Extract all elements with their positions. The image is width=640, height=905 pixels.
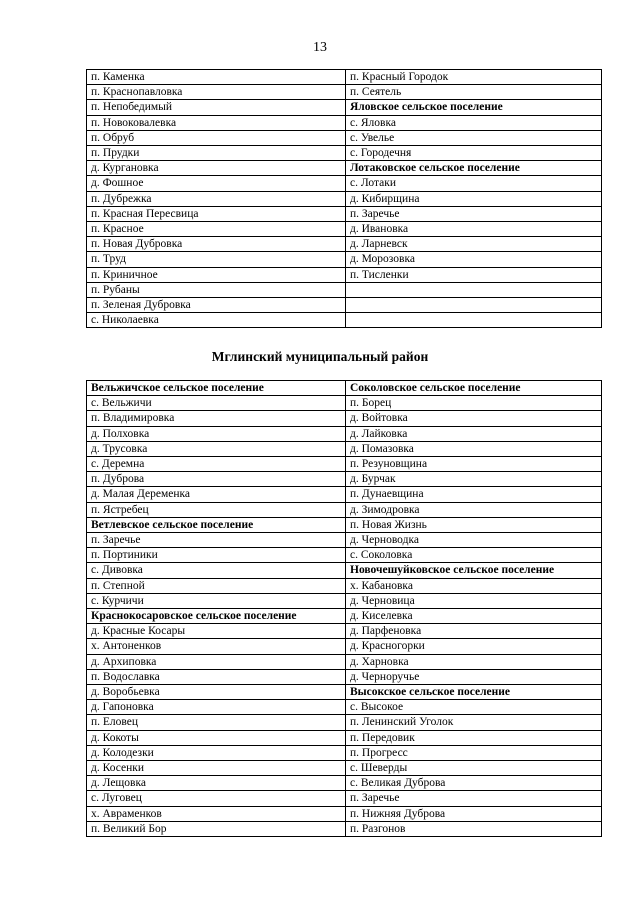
settlement-cell: д. Малая Деременка xyxy=(87,487,346,502)
settlement-cell: д. Кибирщина xyxy=(346,191,602,206)
settlement-cell: д. Лещовка xyxy=(87,776,346,791)
table-row xyxy=(87,411,602,426)
settlement-group-heading: Соколовское сельское поселение xyxy=(346,381,602,396)
table-row xyxy=(87,441,602,456)
settlement-cell: с. Городечня xyxy=(346,146,602,161)
settlement-cell: д. Черновица xyxy=(346,593,602,608)
settlement-cell: д. Архиповка xyxy=(87,654,346,669)
settlement-cell: п. Прогресс xyxy=(346,745,602,760)
settlement-cell: д. Гапоновка xyxy=(87,700,346,715)
table-row xyxy=(87,685,602,700)
settlement-cell: п. Ленинский Уголок xyxy=(346,715,602,730)
table-row xyxy=(87,761,602,776)
settlement-cell: д. Морозовка xyxy=(346,252,602,267)
settlement-cell: д. Лайковка xyxy=(346,426,602,441)
table-row xyxy=(87,502,602,517)
settlement-cell: х. Кабановка xyxy=(346,578,602,593)
table-row xyxy=(87,161,602,176)
settlement-cell: д. Войтовка xyxy=(346,411,602,426)
table-row xyxy=(87,806,602,821)
settlement-cell: п. Сеятель xyxy=(346,85,602,100)
settlement-cell: п. Зеленая Дубровка xyxy=(87,298,346,313)
settlement-cell: с. Соколовка xyxy=(346,548,602,563)
settlement-cell: п. Прудки xyxy=(87,146,346,161)
table-row xyxy=(87,100,602,115)
settlement-cell: п. Резуновщина xyxy=(346,457,602,472)
table-row xyxy=(87,776,602,791)
table-row xyxy=(87,472,602,487)
settlement-cell: п. Красное xyxy=(87,222,346,237)
table-row xyxy=(87,146,602,161)
empty-cell xyxy=(346,298,602,313)
district-title: Мглинский муниципальный район xyxy=(211,349,429,364)
settlement-cell: п. Нижняя Дуброва xyxy=(346,806,602,821)
settlement-cell: д. Фошное xyxy=(87,176,346,191)
table-row xyxy=(87,206,602,221)
settlements-table-mglinsky xyxy=(86,380,602,837)
table-row xyxy=(87,639,602,654)
table-row xyxy=(87,578,602,593)
settlement-group-heading: Вельжичское сельское поселение xyxy=(87,381,346,396)
table-row xyxy=(87,282,602,297)
settlement-cell: х. Авраменков xyxy=(87,806,346,821)
settlement-cell: с. Курчичи xyxy=(87,593,346,608)
settlement-group-heading: Ветлевское сельское поселение xyxy=(87,517,346,532)
settlement-cell: п. Криничное xyxy=(87,267,346,282)
settlement-cell: д. Воробьевка xyxy=(87,685,346,700)
settlement-cell: п. Краснопавловка xyxy=(87,85,346,100)
settlement-cell: п. Заречье xyxy=(346,206,602,221)
table-row xyxy=(87,176,602,191)
table-row xyxy=(87,85,602,100)
table-row xyxy=(87,730,602,745)
table-row xyxy=(87,381,602,396)
settlement-cell: п. Каменка xyxy=(87,70,346,85)
settlement-cell: с. Шеверды xyxy=(346,761,602,776)
settlement-cell: п. Непобедимый xyxy=(87,100,346,115)
settlement-cell: д. Кургановка xyxy=(87,161,346,176)
settlement-cell: д. Зимодровка xyxy=(346,502,602,517)
table-row xyxy=(87,609,602,624)
settlement-cell: д. Ларневск xyxy=(346,237,602,252)
settlement-cell: с. Дивовка xyxy=(87,563,346,578)
table-row xyxy=(87,298,602,313)
settlement-cell: п. Новая Жизнь xyxy=(346,517,602,532)
settlement-cell: д. Парфеновка xyxy=(346,624,602,639)
settlement-cell: п. Дунаевщина xyxy=(346,487,602,502)
table-row xyxy=(87,426,602,441)
settlement-cell: с. Великая Дуброва xyxy=(346,776,602,791)
table-row xyxy=(87,700,602,715)
settlement-cell: д. Полховка xyxy=(87,426,346,441)
settlement-cell: п. Передовик xyxy=(346,730,602,745)
settlement-cell: д. Красногорки xyxy=(346,639,602,654)
settlement-cell: п. Труд xyxy=(87,252,346,267)
settlement-cell: п. Разгонов xyxy=(346,821,602,836)
settlements-table-top xyxy=(86,69,602,328)
settlement-cell: д. Бурчак xyxy=(346,472,602,487)
settlement-group-heading: Краснокосаровское сельское поселение xyxy=(87,609,346,624)
table-row xyxy=(87,313,602,328)
settlement-cell: д. Киселевка xyxy=(346,609,602,624)
empty-cell xyxy=(346,282,602,297)
settlement-cell: х. Антоненков xyxy=(87,639,346,654)
settlement-cell: с. Увелье xyxy=(346,130,602,145)
table-row xyxy=(87,267,602,282)
settlement-cell: д. Помазовка xyxy=(346,441,602,456)
table-row xyxy=(87,654,602,669)
table-row xyxy=(87,191,602,206)
settlement-group-heading: Лотаковское сельское поселение xyxy=(346,161,602,176)
settlement-cell: п. Обруб xyxy=(87,130,346,145)
settlement-cell: с. Николаевка xyxy=(87,313,346,328)
table-row xyxy=(87,130,602,145)
settlement-cell: п. Дубрежка xyxy=(87,191,346,206)
settlement-cell: с. Вельжичи xyxy=(87,396,346,411)
table-row xyxy=(87,593,602,608)
settlement-cell: п. Владимировка xyxy=(87,411,346,426)
settlement-cell: д. Кокоты xyxy=(87,730,346,745)
settlement-cell: д. Харновка xyxy=(346,654,602,669)
table-row xyxy=(87,745,602,760)
settlement-cell: п. Рубаны xyxy=(87,282,346,297)
settlement-cell: п. Заречье xyxy=(87,533,346,548)
settlement-cell: д. Красные Косары xyxy=(87,624,346,639)
settlement-cell: п. Борец xyxy=(346,396,602,411)
settlement-cell: п. Дуброва xyxy=(87,472,346,487)
table-row xyxy=(87,396,602,411)
settlement-cell: с. Яловка xyxy=(346,115,602,130)
settlement-cell: п. Новоковалевка xyxy=(87,115,346,130)
settlement-cell: п. Водославка xyxy=(87,669,346,684)
settlement-group-heading: Яловское сельское поселение xyxy=(346,100,602,115)
table-row xyxy=(87,222,602,237)
settlement-cell: п. Заречье xyxy=(346,791,602,806)
settlement-cell: п. Великий Бор xyxy=(87,821,346,836)
empty-cell xyxy=(346,313,602,328)
settlement-cell: п. Красный Городок xyxy=(346,70,602,85)
table-row xyxy=(87,669,602,684)
page-number: 13 xyxy=(313,40,327,55)
settlement-cell: д. Черноводка xyxy=(346,533,602,548)
settlement-cell: с. Высокое xyxy=(346,700,602,715)
table-row xyxy=(87,791,602,806)
settlement-cell: с. Деремна xyxy=(87,457,346,472)
settlement-cell: п. Новая Дубровка xyxy=(87,237,346,252)
settlement-cell: п. Тисленки xyxy=(346,267,602,282)
settlement-cell: п. Красная Пересвица xyxy=(87,206,346,221)
settlement-cell: д. Черноручье xyxy=(346,669,602,684)
table-row xyxy=(87,821,602,836)
table-row xyxy=(87,115,602,130)
settlement-cell: с. Луговец xyxy=(87,791,346,806)
table-row xyxy=(87,70,602,85)
table-row xyxy=(87,252,602,267)
settlement-cell: д. Колодезки xyxy=(87,745,346,760)
table-row xyxy=(87,715,602,730)
settlement-group-heading: Высокское сельское поселение xyxy=(346,685,602,700)
settlement-cell: п. Еловец xyxy=(87,715,346,730)
table-row xyxy=(87,624,602,639)
settlement-group-heading: Новочешуйковское сельское поселение xyxy=(346,563,602,578)
settlement-cell: п. Степной xyxy=(87,578,346,593)
table-row xyxy=(87,533,602,548)
settlement-cell: п. Портиники xyxy=(87,548,346,563)
settlement-cell: д. Трусовка xyxy=(87,441,346,456)
settlement-cell: с. Лотаки xyxy=(346,176,602,191)
table-row xyxy=(87,237,602,252)
settlement-cell: д. Косенки xyxy=(87,761,346,776)
table-row xyxy=(87,548,602,563)
table-row xyxy=(87,457,602,472)
table-row xyxy=(87,487,602,502)
settlement-cell: д. Ивановка xyxy=(346,222,602,237)
table-row xyxy=(87,563,602,578)
settlement-cell: п. Ястребец xyxy=(87,502,346,517)
table-row xyxy=(87,517,602,532)
